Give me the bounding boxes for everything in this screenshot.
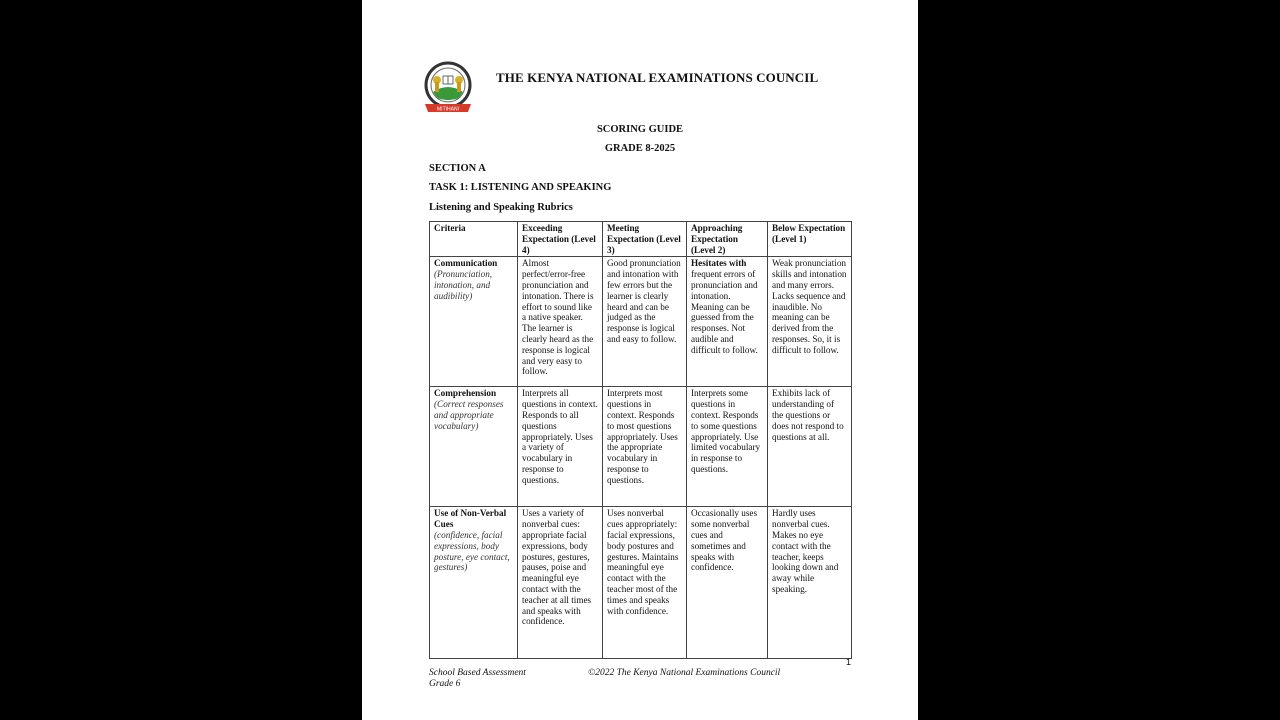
rubric-table — [429, 221, 852, 659]
criteria-title: Comprehension — [434, 388, 497, 399]
criteria-detail: (Correct responses and appropriate vocabulary) — [434, 399, 504, 431]
criteria-cell — [430, 257, 518, 387]
document-title: SCORING GUIDE — [596, 124, 684, 135]
level2-cell — [687, 257, 768, 387]
level3-cell: Interprets most questions in context. Responds to most questions appropriately. Uses the appropriate vocabulary in response to questions. — [603, 387, 687, 507]
footer-copyright: ©2022 The Kenya National Examinations Council — [588, 668, 781, 678]
level4-cell: Uses a variety of nonverbal cues: appropriate facial expressions, body postures, gestures, pauses, poise and meaningful eye contact with the teacher at all times and speaks with confidence. — [518, 507, 603, 659]
level2-text: frequent errors of pronunciation and intonation. Meaning can be guessed from the responses. Not audible and difficult to follow. — [691, 269, 758, 355]
table-caption: Listening and Speaking Rubrics — [429, 202, 573, 213]
level1-cell: Hardly uses nonverbal cues. Makes no eye contact with the teacher, keeps looking down and away while speaking. — [768, 507, 852, 659]
table-row — [430, 387, 852, 507]
level1-cell: Exhibits lack of understanding of the questions or does not respond to questions at all. — [768, 387, 852, 507]
grade-heading: GRADE 8-2025 — [604, 143, 676, 154]
table-row — [430, 507, 852, 659]
level2-bold-lead: Hesitates with — [691, 258, 747, 269]
criteria-cell — [430, 387, 518, 507]
level3-cell: Uses nonverbal cues appropriately: facial expressions, body postures and gestures. Maintains meaningful eye contact with the teacher most of the times and speaks with confidence. — [603, 507, 687, 659]
criteria-title: Use of Non-Verbal Cues — [434, 508, 507, 530]
header-level3: Meeting Expectation (Level 3) — [603, 222, 687, 257]
footer-left-line1: School Based Assessment — [429, 668, 526, 678]
page-number: 1 — [846, 657, 852, 667]
header-level2: Approaching Expectation (Level 2) — [687, 222, 768, 257]
criteria-detail: (Pronunciation, intonation, and audibility) — [434, 269, 493, 301]
knec-logo-icon — [419, 60, 477, 118]
section-heading: SECTION A — [429, 163, 486, 174]
level3-cell: Good pronunciation and intonation with few errors but the learner is clearly heard and can be judged as the response is logical and easy to follow. — [603, 257, 687, 387]
organization-name: THE KENYA NATIONAL EXAMINATIONS COUNCIL — [496, 70, 819, 85]
svg-text:MITIHANI: MITIHANI — [437, 106, 459, 113]
header-level1: Below Expectation (Level 1) — [768, 222, 852, 257]
criteria-detail: (confidence, facial expressions, body posture, eye contact, gestures) — [434, 529, 510, 573]
level1-cell: Weak pronunciation skills and intonation and many errors. Lacks sequence and inaudible. No meaning can be derived from the responses. So, it is difficult to follow. — [768, 257, 852, 387]
header-level4: Exceeding Expectation (Level 4) — [518, 222, 603, 257]
level2-cell: Interprets some questions in context. Responds to some questions appropriately. Use limited vocabulary in response to questions. — [687, 387, 768, 507]
footer-left-line2: Grade 6 — [429, 679, 461, 689]
table-row — [430, 257, 852, 387]
document-page — [362, 0, 918, 720]
criteria-title: Communication — [434, 258, 498, 269]
level2-cell: Occasionally uses some nonverbal cues and sometimes and speaks with confidence. — [687, 507, 768, 659]
header-criteria: Criteria — [430, 222, 518, 257]
criteria-cell — [430, 507, 518, 659]
task-heading: TASK 1: LISTENING AND SPEAKING — [429, 182, 612, 193]
level4-cell: Almost perfect/error-free pronunciation and intonation. There is effort to sound like a native speaker. The learner is clearly heard as the response is logical and very easy to follow. — [518, 257, 603, 387]
table-header-row — [430, 222, 852, 257]
footer-left — [429, 668, 526, 690]
level4-cell: Interprets all questions in context. Responds to all questions appropriately. Uses a variety of vocabulary in response to questions. — [518, 387, 603, 507]
